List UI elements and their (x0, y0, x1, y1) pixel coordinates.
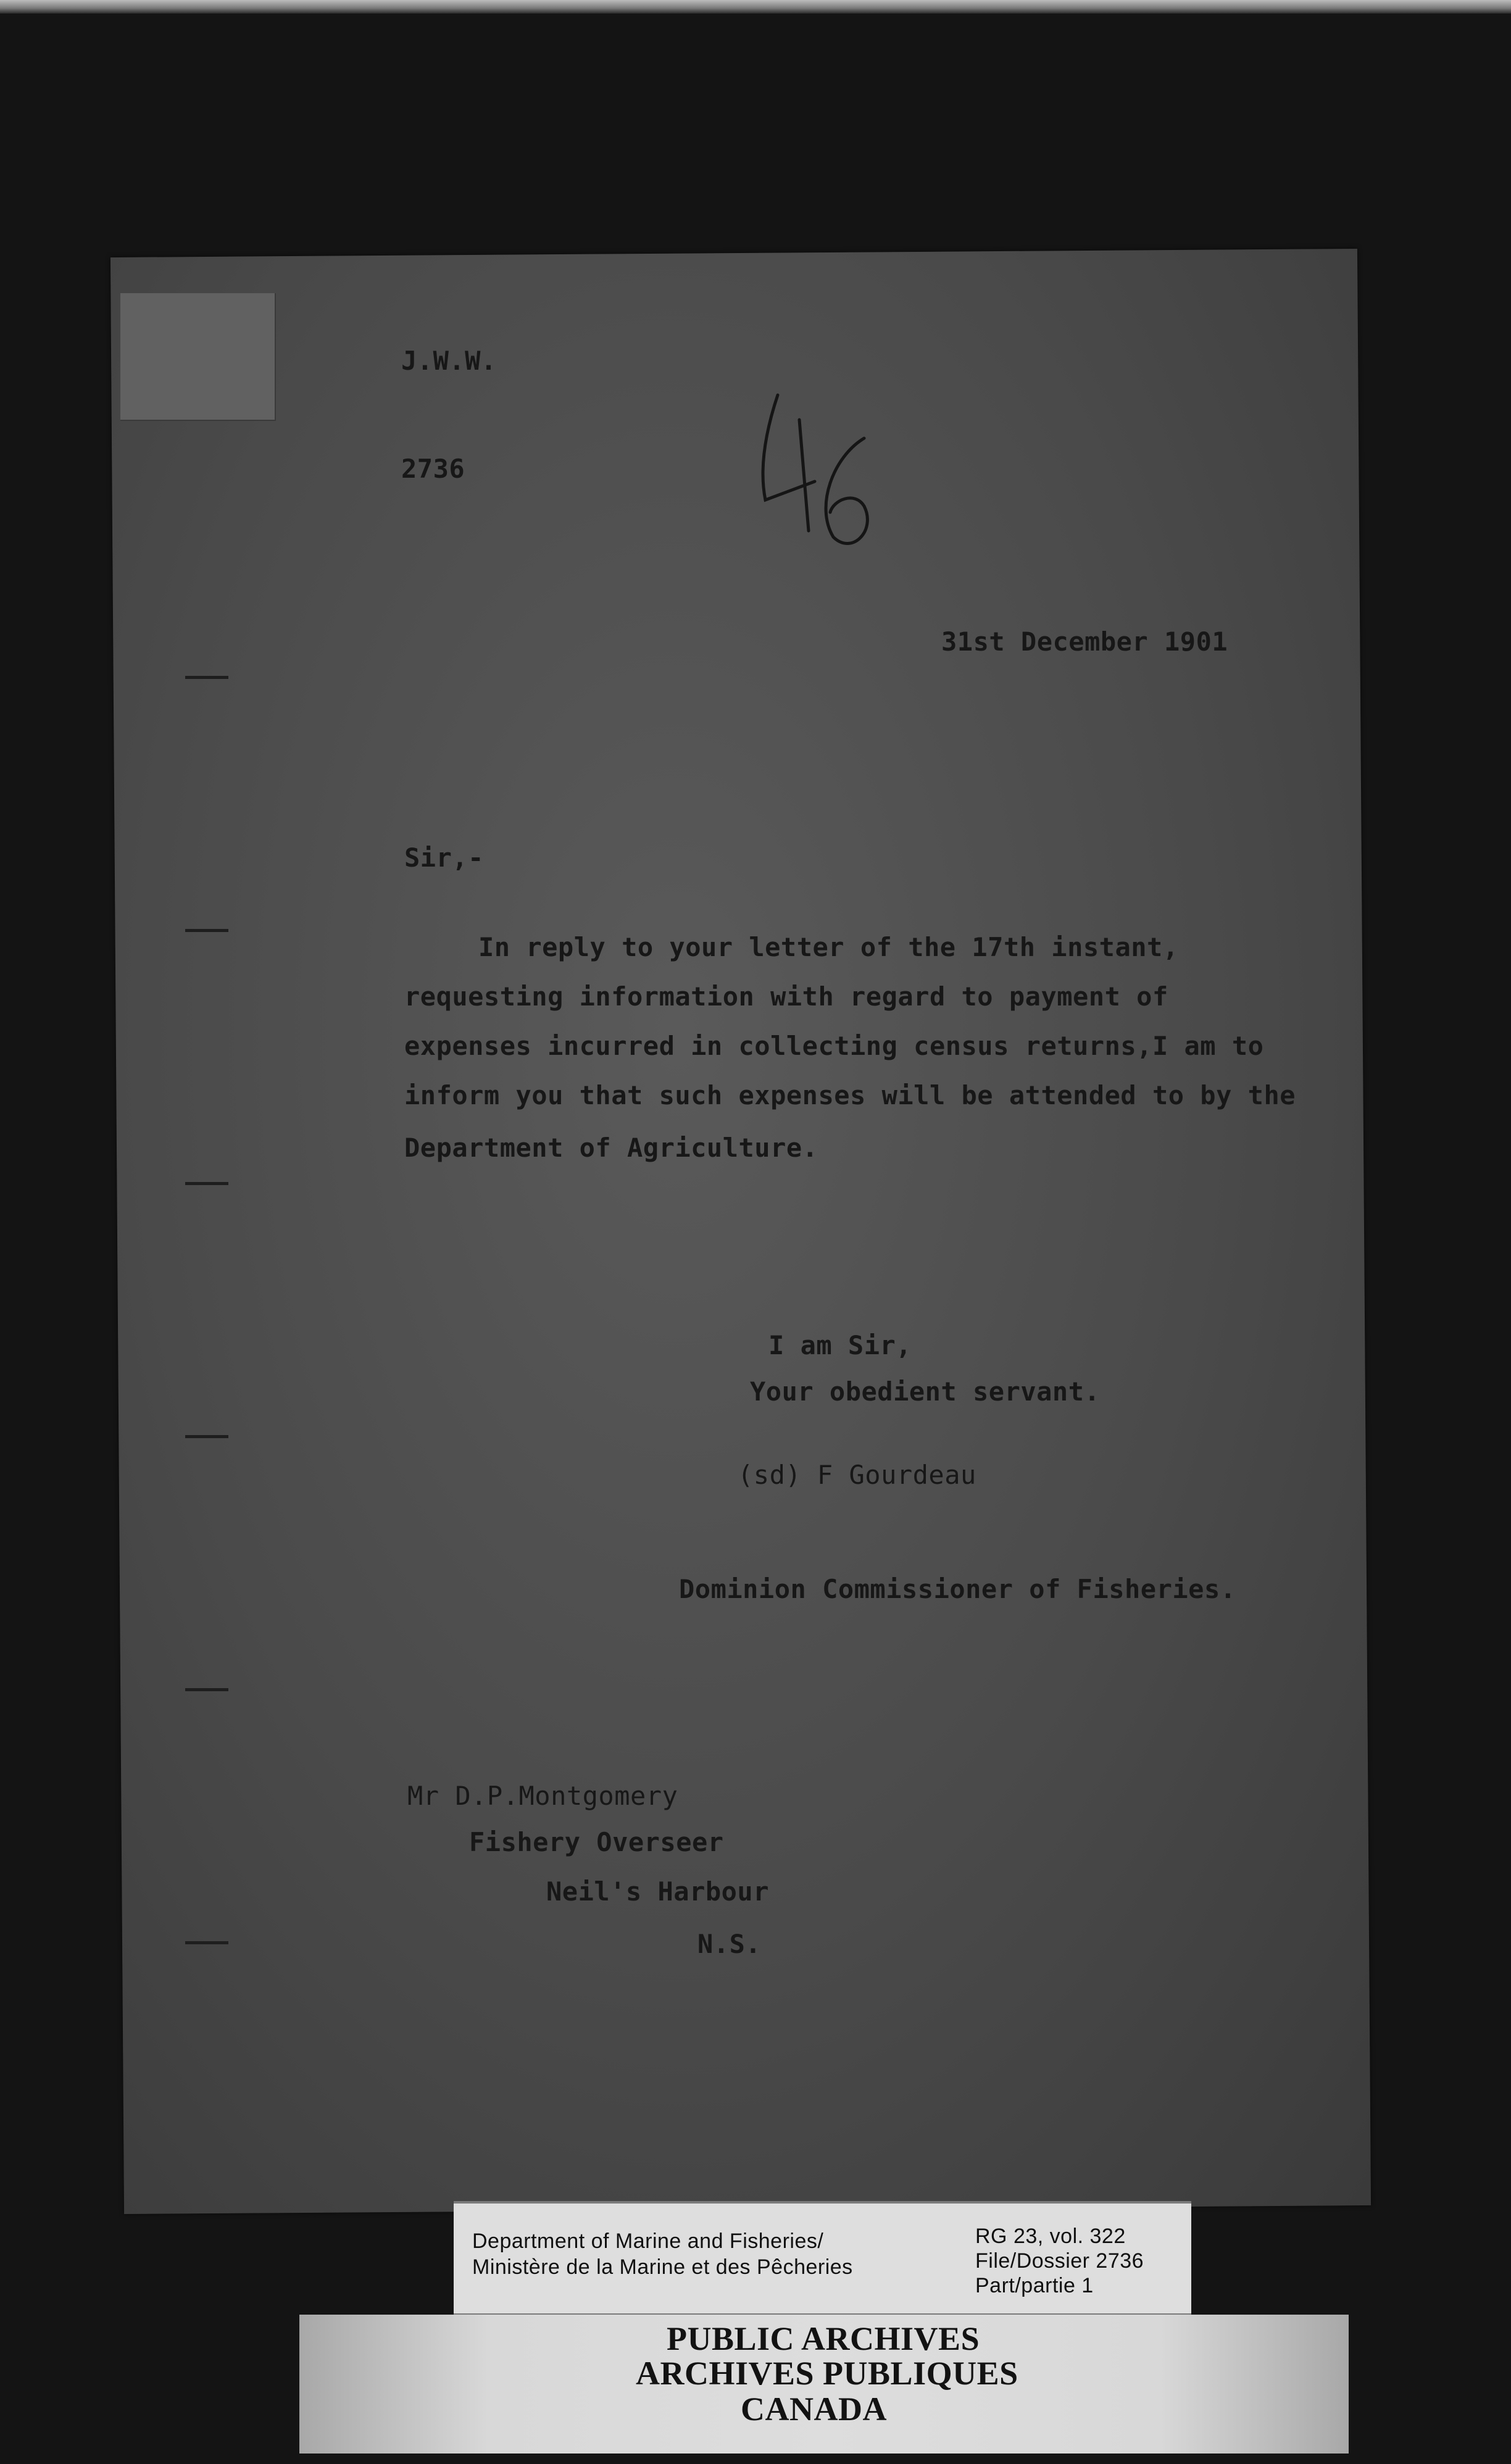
stamp-line-2: ARCHIVES PUBLIQUES (636, 2355, 1018, 2392)
address-line-1: Mr D.P.Montgomery (407, 1781, 678, 1811)
archive-reference-label (454, 2201, 1191, 2316)
margin-mark (185, 1688, 228, 1691)
reference-initials: J.W.W. (401, 346, 497, 376)
archives-stamp (299, 2315, 1349, 2454)
signature: (sd) F Gourdeau (738, 1460, 976, 1490)
address-line-3: Neil's Harbour (546, 1876, 770, 1907)
closing-line-1: I am Sir, (768, 1330, 912, 1360)
handwritten-page-number (741, 383, 889, 562)
margin-mark (185, 1941, 228, 1944)
margin-mark (185, 1435, 228, 1438)
salutation: Sir,- (404, 843, 484, 873)
body-line-2: requesting information with regard to payment of (404, 981, 1168, 1012)
body-line-3: expenses incurred in collecting census returns,I am to (404, 1031, 1264, 1061)
department-french: Ministère de la Marine et des Pêcheries (472, 2255, 853, 2279)
body-line-4: inform you that such expenses will be attended to by the (404, 1080, 1296, 1110)
file-number: 2736 (401, 454, 465, 484)
body-line-5: Department of Agriculture. (404, 1133, 818, 1163)
stamp-line-3: CANADA (741, 2391, 887, 2428)
part-partie: Part/partie 1 (975, 2274, 1094, 2297)
margin-mark (185, 929, 228, 932)
closing-line-2: Your obedient servant. (750, 1376, 1101, 1407)
margin-mark (185, 1182, 228, 1185)
stamp-line-1: PUBLIC ARCHIVES (667, 2320, 980, 2357)
file-dossier: File/Dossier 2736 (975, 2249, 1144, 2273)
record-group: RG 23, vol. 322 (975, 2225, 1126, 2248)
margin-mark (185, 676, 228, 679)
page-corner-tab (120, 293, 276, 421)
address-line-2: Fishery Overseer (469, 1827, 724, 1857)
film-edge (0, 0, 1511, 14)
signatory-title: Dominion Commissioner of Fisheries. (679, 1574, 1236, 1604)
address-line-4: N.S. (697, 1929, 762, 1959)
letter-date: 31st December 1901 (941, 626, 1228, 657)
department-english: Department of Marine and Fisheries/ (472, 2229, 824, 2253)
body-line-1: In reply to your letter of the 17th instant, (478, 932, 1179, 962)
